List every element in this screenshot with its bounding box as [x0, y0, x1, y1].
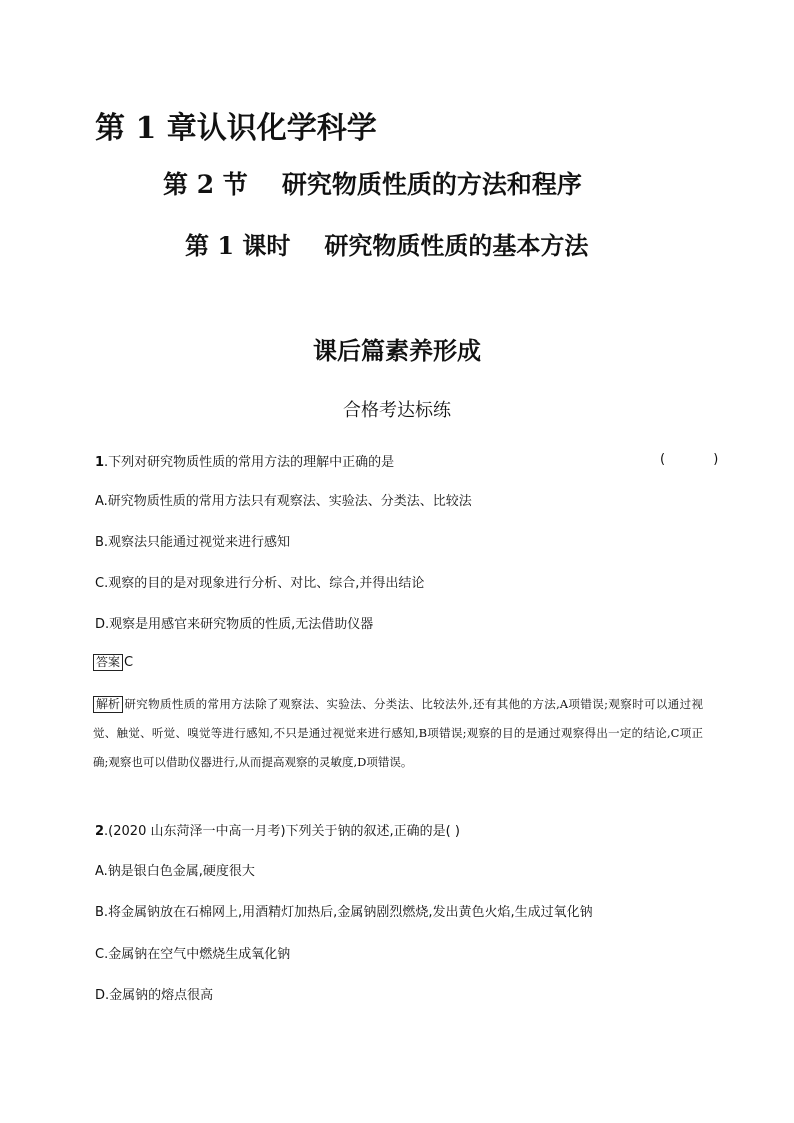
question-2-option-d: D.金属钠的熔点很高: [95, 988, 214, 1003]
lesson-number: 第 1 课时: [185, 231, 291, 260]
question-1-option-d: D.观察是用感官来研究物质的性质,无法借助仪器: [95, 617, 374, 632]
question-1-answer: [93, 654, 133, 671]
question-1-number: 1: [95, 455, 105, 470]
question-1-text: .下列对研究物质性质的常用方法的理解中正确的是: [104, 455, 395, 470]
lesson-heading: [185, 226, 588, 261]
analysis-label: 解析: [93, 696, 123, 713]
chapter-title: 第 1 章认识化学科学: [95, 111, 377, 146]
question-1-analysis: [93, 690, 703, 777]
section-number: 第 2 节: [163, 170, 248, 199]
section-heading: [163, 165, 582, 201]
analysis-text: 研究物质性质的常用方法除了观察法、实验法、分类法、比较法外,还有其他的方法,A项错误;观察时可以通过视觉、触觉、听觉、嗅觉等进行感知,不只是通过视觉来进行感知,B项错误;观察的目的是通过观察得出一定的结论,C项正确;观察也可以借助仪器进行,从而提高观察的灵敏度,D项错误。: [93, 697, 703, 769]
question-1-option-a: A.研究物质性质的常用方法只有观察法、实验法、分类法、比较法: [95, 494, 472, 509]
question-1-stem: [95, 451, 394, 470]
question-2-option-c: C.金属钠在空气中燃烧生成氧化钠: [95, 947, 291, 962]
answer-value: C: [124, 655, 134, 670]
lesson-title: 研究物质性质的基本方法: [324, 231, 589, 260]
question-2-option-b: B.将金属钠放在石棉网上,用酒精灯加热后,金属钠剧烈燃烧,发出黄色火焰,生成过氧化钠: [95, 905, 593, 920]
question-1-blank: ( ): [660, 452, 741, 467]
level-title: 合格考达标练: [343, 400, 451, 421]
question-2-number: 2: [95, 824, 105, 839]
answer-label: 答案: [93, 654, 123, 671]
question-2-text: .(2020 山东菏泽一中高一月考)下列关于钠的叙述,正确的是( ): [104, 824, 460, 839]
section-title: 研究物质性质的方法和程序: [281, 170, 582, 199]
question-1-option-c: C.观察的目的是对现象进行分析、对比、综合,并得出结论: [95, 576, 425, 591]
question-2-stem: [95, 820, 460, 839]
question-1-option-b: B.观察法只能通过视觉来进行感知: [95, 535, 291, 550]
question-2-option-a: A.钠是银白色金属,硬度很大: [95, 864, 255, 879]
part-title: 课后篇素养形成: [313, 336, 481, 365]
